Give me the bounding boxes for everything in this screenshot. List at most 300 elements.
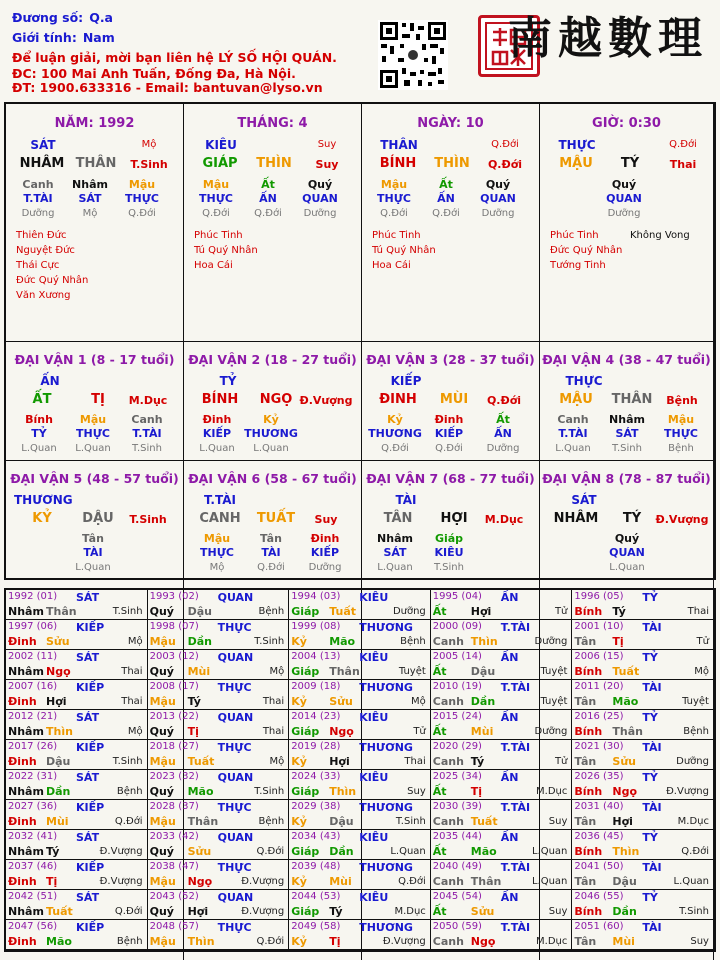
year-label: 2031 (40) — [574, 801, 624, 812]
year-branch: Tị — [470, 785, 483, 798]
year-label: 2025 (34) — [432, 771, 482, 782]
year-god: TÀI — [642, 621, 662, 634]
brand-logo: 南越數理 — [508, 13, 708, 64]
year-god: THỰC — [217, 861, 252, 874]
year-label: 2001 (10) — [574, 621, 624, 632]
pillar-god: SÁT — [30, 138, 56, 152]
year-branch: Tuất — [46, 905, 73, 918]
year-cell — [148, 860, 290, 890]
year-state: M.Dục — [536, 786, 568, 797]
year-stem: Đinh — [8, 635, 37, 648]
year-label: 2008 (17) — [149, 681, 199, 692]
hidden-state: L.Quan — [609, 562, 645, 573]
year-stem: Canh — [432, 635, 464, 648]
year-cell — [431, 740, 573, 770]
hidden-state: L.Quan — [75, 562, 111, 573]
pillar-star: Đức Quý Nhân — [550, 245, 623, 256]
year-branch: Mùi — [187, 665, 211, 678]
year-label: 1997 (06) — [8, 621, 58, 632]
pillar-stem: BÍNH — [379, 156, 417, 171]
hidden-god: THỰC — [199, 192, 233, 205]
year-cell — [148, 590, 290, 620]
dai-van-cell — [540, 342, 714, 461]
year-cell — [431, 620, 573, 650]
year-state: Tử — [413, 726, 426, 737]
year-cell — [289, 830, 431, 860]
year-stem: Kỷ — [291, 815, 307, 828]
header-line — [12, 50, 337, 65]
pillar-star: Hoa Cái — [372, 260, 411, 271]
year-cell — [431, 860, 573, 890]
year-cell — [572, 830, 714, 860]
dai-van-branch: HỢI — [440, 511, 468, 526]
hidden-stem: Tân — [82, 532, 104, 545]
year-state: Đ.Vượng — [241, 876, 285, 887]
hidden-god: THỰC — [76, 427, 110, 440]
dai-van-stem: NHÂM — [553, 511, 599, 526]
hidden-state: L.Quan — [199, 443, 235, 454]
year-stem: Mậu — [149, 695, 176, 708]
pillar-star: Tú Quý Nhân — [372, 245, 436, 256]
dai-van-god: TỶ — [219, 374, 237, 388]
year-label: 2029 (38) — [291, 801, 341, 812]
dai-van-title: ĐẠI VẬN 4 (38 - 47 tuổi) — [542, 352, 711, 367]
year-branch: Tý — [329, 905, 343, 918]
pillar-god: THỰC — [558, 138, 596, 152]
year-god: KIẾP — [76, 861, 105, 874]
year-god: T.TÀI — [500, 921, 531, 934]
year-god: TỶ — [642, 651, 658, 664]
year-god: ẤN — [500, 651, 519, 664]
hidden-stem: Ất — [439, 178, 453, 191]
pillar-cell — [540, 104, 714, 342]
year-stem: Giáp — [291, 665, 320, 678]
chart-grid — [4, 102, 716, 580]
year-stem: Ất — [432, 665, 447, 678]
hidden-god: QUAN — [302, 192, 338, 205]
year-state: Bệnh — [116, 936, 143, 947]
year-state: M.Dục — [394, 906, 426, 917]
year-god: THƯƠNG — [359, 921, 413, 934]
year-branch: Dậu — [46, 755, 71, 768]
year-stem: Đinh — [8, 755, 37, 768]
year-branch: Thìn — [187, 935, 215, 948]
dai-van-god: T.TÀI — [204, 493, 236, 507]
pillar-star: Thái Cực — [16, 260, 60, 271]
hidden-god: KIẾP — [310, 546, 340, 559]
year-stem: Kỷ — [291, 755, 307, 768]
hidden-god: THỰC — [125, 192, 159, 205]
pillar-star: Hoa Cái — [194, 260, 233, 271]
hidden-stem: Canh — [557, 413, 589, 426]
hidden-stem: Canh — [131, 413, 163, 426]
year-branch: Hợi — [612, 815, 633, 828]
year-state: Bệnh — [258, 606, 285, 617]
year-label: 2016 (25) — [574, 711, 624, 722]
year-cell — [6, 650, 148, 680]
year-cell — [572, 770, 714, 800]
hidden-god: ẤN — [259, 192, 277, 205]
hidden-state: L.Quan — [253, 443, 289, 454]
year-cell — [6, 680, 148, 710]
year-branch: Tị — [612, 635, 624, 648]
pillar-extra: Không Vong — [630, 230, 690, 241]
year-stem: Bính — [574, 845, 603, 858]
year-god: TÀI — [642, 741, 662, 754]
year-god: T.TÀI — [500, 801, 531, 814]
year-state: M.Dục — [677, 816, 709, 827]
year-cell — [572, 620, 714, 650]
year-label: 2006 (15) — [574, 651, 624, 662]
year-stem: Nhâm — [8, 605, 44, 618]
year-stem: Đinh — [8, 815, 37, 828]
pillar-title: THÁNG: 4 — [237, 116, 308, 131]
pillar-state: Suy — [315, 158, 339, 171]
year-god: SÁT — [76, 771, 100, 784]
year-label: 2003 (12) — [149, 651, 199, 662]
year-god: TÀI — [642, 861, 662, 874]
dai-van-god: TÀI — [395, 493, 417, 507]
year-stem: Bính — [574, 605, 603, 618]
hidden-stem: Nhâm — [377, 532, 413, 545]
year-branch: Ngọ — [612, 785, 638, 798]
pillar-star: Văn Xương — [16, 290, 71, 301]
pillar-state: Thai — [669, 158, 697, 171]
year-label: 2047 (56) — [8, 921, 58, 932]
hidden-state: Dưỡng — [486, 443, 520, 454]
hidden-god: SÁT — [383, 546, 407, 559]
year-branch: Tuất — [470, 815, 498, 828]
year-state: Đ.Vượng — [382, 936, 426, 947]
year-branch: Thân — [187, 815, 219, 828]
year-branch: Mão — [329, 635, 356, 648]
hidden-stem: Nhâm — [72, 178, 108, 191]
year-label: 2036 (45) — [574, 831, 624, 842]
year-state: Suy — [548, 816, 568, 827]
year-label: 2028 (37) — [149, 801, 199, 812]
hidden-stem: Kỷ — [387, 413, 403, 426]
year-cell — [572, 680, 714, 710]
hidden-god: KIÊU — [434, 546, 464, 559]
hidden-god: TÀI — [261, 546, 281, 559]
year-cell — [572, 860, 714, 890]
year-stem: Giáp — [291, 605, 320, 618]
hidden-stem: Đinh — [310, 532, 340, 545]
year-state: T.Sinh — [254, 786, 285, 797]
hidden-god: T.TÀI — [132, 427, 162, 440]
year-label: 2039 (48) — [291, 861, 341, 872]
year-god: TỶ — [642, 591, 658, 604]
year-cell — [6, 740, 148, 770]
year-state: Bệnh — [116, 786, 143, 797]
year-branch: Mão — [187, 785, 214, 798]
year-label: 2021 (30) — [574, 741, 624, 752]
year-god: QUAN — [217, 771, 254, 784]
year-branch: Tý — [187, 695, 201, 708]
qr-code-icon — [378, 20, 448, 90]
dai-van-branch: TỊ — [91, 392, 105, 407]
year-cell — [6, 590, 148, 620]
hidden-god: SÁT — [615, 427, 639, 440]
year-state: L.Quan — [390, 846, 426, 857]
hidden-state: Mộ — [82, 208, 98, 219]
header-label: Để luận giải, mời bạn liên hệ LÝ SỐ HỘI QUÁN. — [12, 50, 337, 65]
dai-van-branch: MÙI — [439, 392, 469, 407]
pillar-state: Q.Đới — [487, 158, 523, 171]
pillar-star: Tú Quý Nhân — [194, 245, 258, 256]
dai-van-state: M.Dục — [128, 394, 168, 407]
year-god: SÁT — [76, 891, 100, 904]
dai-van-state: Bệnh — [666, 394, 698, 407]
pillar-title: GIỜ: 0:30 — [592, 116, 661, 131]
year-state: Bệnh — [400, 636, 426, 647]
hidden-god: KIẾP — [202, 427, 232, 440]
year-label: 2020 (29) — [432, 741, 482, 752]
year-branch: Tị — [329, 935, 341, 948]
hidden-stem: Giáp — [434, 532, 464, 545]
dai-van-branch: DẬU — [82, 511, 114, 526]
year-stem: Nhâm — [8, 845, 44, 858]
year-stem: Giáp — [291, 905, 320, 918]
year-god: KIÊU — [359, 891, 389, 904]
year-state: L.Quan — [531, 846, 568, 857]
year-label: 2018 (27) — [149, 741, 199, 752]
year-god: KIÊU — [359, 651, 389, 664]
year-cell — [289, 680, 431, 710]
year-label: 2015 (24) — [432, 711, 482, 722]
pillar-star: Phúc Tinh — [550, 230, 599, 241]
year-branch: Mùi — [46, 815, 69, 828]
year-cell — [431, 800, 573, 830]
hidden-state: Q.Đới — [435, 443, 463, 454]
year-cell — [431, 770, 573, 800]
year-state: Dưỡng — [534, 726, 568, 737]
dai-van-state: Đ.Vượng — [655, 513, 709, 526]
year-god: THƯƠNG — [359, 861, 413, 874]
year-branch: Thân — [329, 665, 360, 678]
year-branch: Thân — [470, 875, 502, 888]
year-state: Tử — [554, 756, 568, 767]
year-branch: Sửu — [187, 845, 212, 858]
year-cell — [148, 890, 290, 920]
year-stem: Kỷ — [291, 935, 307, 948]
year-state: Mộ — [269, 756, 285, 767]
year-branch: Sửu — [612, 755, 636, 768]
year-state: Thai — [262, 696, 285, 707]
hidden-god: SÁT — [78, 192, 102, 205]
hidden-god: T.TÀI — [558, 427, 588, 440]
year-label: 2007 (16) — [8, 681, 58, 692]
year-branch: Thìn — [46, 725, 73, 738]
year-stem: Ất — [432, 605, 447, 618]
dai-van-title: ĐẠI VẬN 8 (78 - 87 tuổi) — [542, 471, 711, 486]
year-state: Tử — [696, 636, 709, 647]
year-label: 2012 (21) — [8, 711, 58, 722]
year-state: Thai — [404, 756, 426, 767]
pillar-cell — [6, 104, 184, 342]
year-cell — [148, 680, 290, 710]
dai-van-stem: BÍNH — [201, 392, 239, 407]
year-cell — [6, 890, 148, 920]
hidden-god: THỰC — [200, 546, 234, 559]
year-cell — [148, 770, 290, 800]
year-label: 2038 (47) — [149, 861, 199, 872]
year-branch: Dậu — [470, 665, 496, 678]
year-branch: Tuất — [329, 605, 356, 618]
year-label: 2037 (46) — [8, 861, 58, 872]
year-god: KIẾP — [76, 921, 105, 934]
year-branch: Ngọ — [187, 875, 213, 888]
year-branch: Dần — [329, 845, 354, 858]
year-god: QUAN — [217, 831, 254, 844]
year-label: 1998 (07) — [149, 621, 199, 632]
year-branch: Hợi — [187, 905, 209, 918]
year-label: 2009 (18) — [291, 681, 341, 692]
year-stem: Mậu — [149, 635, 176, 648]
year-cell — [431, 650, 573, 680]
year-label: 2026 (35) — [574, 771, 624, 782]
hidden-god: THƯƠNG — [244, 427, 298, 440]
year-branch: Thân — [46, 605, 77, 618]
header-value: Q.a — [89, 10, 113, 25]
year-label: 2004 (13) — [291, 651, 341, 662]
year-state: Dưỡng — [392, 606, 426, 617]
year-stem: Bính — [574, 725, 603, 738]
year-god: TỶ — [642, 711, 658, 724]
hidden-stem: Ất — [261, 178, 275, 191]
hidden-stem: Đinh — [434, 413, 464, 426]
dai-van-title: ĐẠI VẬN 5 (48 - 57 tuổi) — [10, 471, 179, 486]
year-label: 1999 (08) — [291, 621, 341, 632]
year-stem: Tân — [574, 695, 597, 708]
year-branch: Mùi — [612, 935, 635, 948]
year-label: 2048 (57) — [149, 921, 199, 932]
year-branch: Mão — [46, 935, 72, 948]
year-state: Thai — [121, 696, 143, 707]
pillar-branch: THÌN — [434, 156, 470, 171]
year-branch: Thân — [612, 725, 643, 738]
year-god: TỶ — [642, 891, 658, 904]
year-branch: Ngọ — [46, 665, 71, 678]
dai-van-god: THỰC — [565, 374, 603, 388]
year-stem: Quý — [149, 605, 174, 618]
year-god: KIÊU — [359, 831, 389, 844]
pillar-relation: Q.Đới — [491, 139, 519, 150]
year-branch: Dậu — [187, 605, 212, 618]
year-label: 2027 (36) — [8, 801, 58, 812]
year-stem: Nhâm — [8, 725, 44, 738]
year-branch: Sửu — [470, 905, 495, 918]
year-branch: Tị — [187, 725, 199, 738]
year-state: Thai — [121, 666, 143, 677]
year-branch: Mão — [470, 845, 497, 858]
year-label: 1994 (03) — [291, 591, 341, 602]
pillar-branch: THÂN — [75, 156, 117, 171]
year-label: 1996 (05) — [574, 591, 624, 602]
year-label: 2033 (42) — [149, 831, 199, 842]
year-branch: Thìn — [612, 845, 640, 858]
year-label: 2050 (59) — [432, 921, 482, 932]
year-label: 2043 (52) — [149, 891, 199, 902]
year-state: Q.Đới — [256, 936, 285, 947]
year-cell — [289, 650, 431, 680]
hidden-god: QUAN — [609, 546, 645, 559]
year-state: Đ.Vượng — [99, 846, 143, 857]
year-cell — [289, 710, 431, 740]
year-state: Q.Đới — [114, 816, 143, 827]
header — [0, 0, 720, 100]
year-stem: Canh — [432, 815, 464, 828]
year-state: Q.Đới — [681, 846, 709, 857]
dai-van-stem: MẬU — [559, 392, 593, 407]
dai-van-stem: TÂN — [383, 511, 413, 526]
year-cell — [6, 620, 148, 650]
year-god: TỶ — [642, 831, 658, 844]
pillar-star: Phúc Tinh — [194, 230, 243, 241]
year-god: KIẾP — [76, 681, 105, 694]
year-label: 2014 (23) — [291, 711, 341, 722]
year-cell — [431, 590, 573, 620]
year-stem: Ất — [432, 905, 447, 918]
dai-van-god: KIẾP — [390, 374, 422, 388]
year-stem: Ất — [432, 725, 447, 738]
yearly-grid — [4, 588, 716, 952]
year-stem: Canh — [432, 695, 464, 708]
year-god: THỰC — [217, 681, 252, 694]
year-stem: Tân — [574, 935, 597, 948]
hidden-stem: Nhâm — [609, 413, 645, 426]
year-god: T.TÀI — [500, 741, 531, 754]
hidden-god: KIẾP — [434, 427, 464, 440]
year-label: 2017 (26) — [8, 741, 58, 752]
pillar-branch: TÝ — [620, 156, 640, 171]
year-cell — [148, 830, 290, 860]
year-state: Tuyệt — [682, 696, 709, 707]
hidden-stem: Quý — [485, 178, 511, 191]
year-state: Thai — [262, 726, 285, 737]
pillar-star: Phúc Tinh — [372, 230, 421, 241]
hidden-state: L.Quan — [377, 562, 413, 573]
hidden-state: T.Sinh — [612, 443, 642, 454]
year-god: ẤN — [500, 891, 519, 904]
year-cell — [6, 920, 148, 950]
hidden-stem: Mậu — [203, 532, 231, 545]
year-god: KIẾP — [76, 621, 105, 634]
year-branch: Dậu — [612, 875, 637, 888]
pillar-star: Tướng Tinh — [550, 260, 606, 271]
year-label: 2049 (58) — [291, 921, 341, 932]
year-god: THỰC — [217, 741, 252, 754]
year-cell — [572, 710, 714, 740]
year-label: 1992 (01) — [8, 591, 58, 602]
hidden-state: Q.Đới — [202, 208, 230, 219]
year-state: Dưỡng — [676, 756, 709, 767]
year-cell — [289, 800, 431, 830]
year-state: Q.Đới — [256, 846, 285, 857]
year-stem: Tân — [574, 875, 597, 888]
year-state: Q.Đới — [398, 876, 426, 887]
hidden-god: THỰC — [664, 427, 698, 440]
hidden-state: Dưỡng — [21, 208, 55, 219]
year-label: 2022 (31) — [8, 771, 58, 782]
hidden-state: Dưỡng — [303, 208, 337, 219]
dai-van-branch: THÂN — [611, 392, 653, 407]
year-stem: Kỷ — [291, 875, 307, 888]
year-state: T.Sinh — [395, 816, 426, 827]
year-god: TÀI — [642, 801, 662, 814]
year-state: T.Sinh — [112, 756, 143, 767]
dai-van-cell — [362, 342, 540, 461]
